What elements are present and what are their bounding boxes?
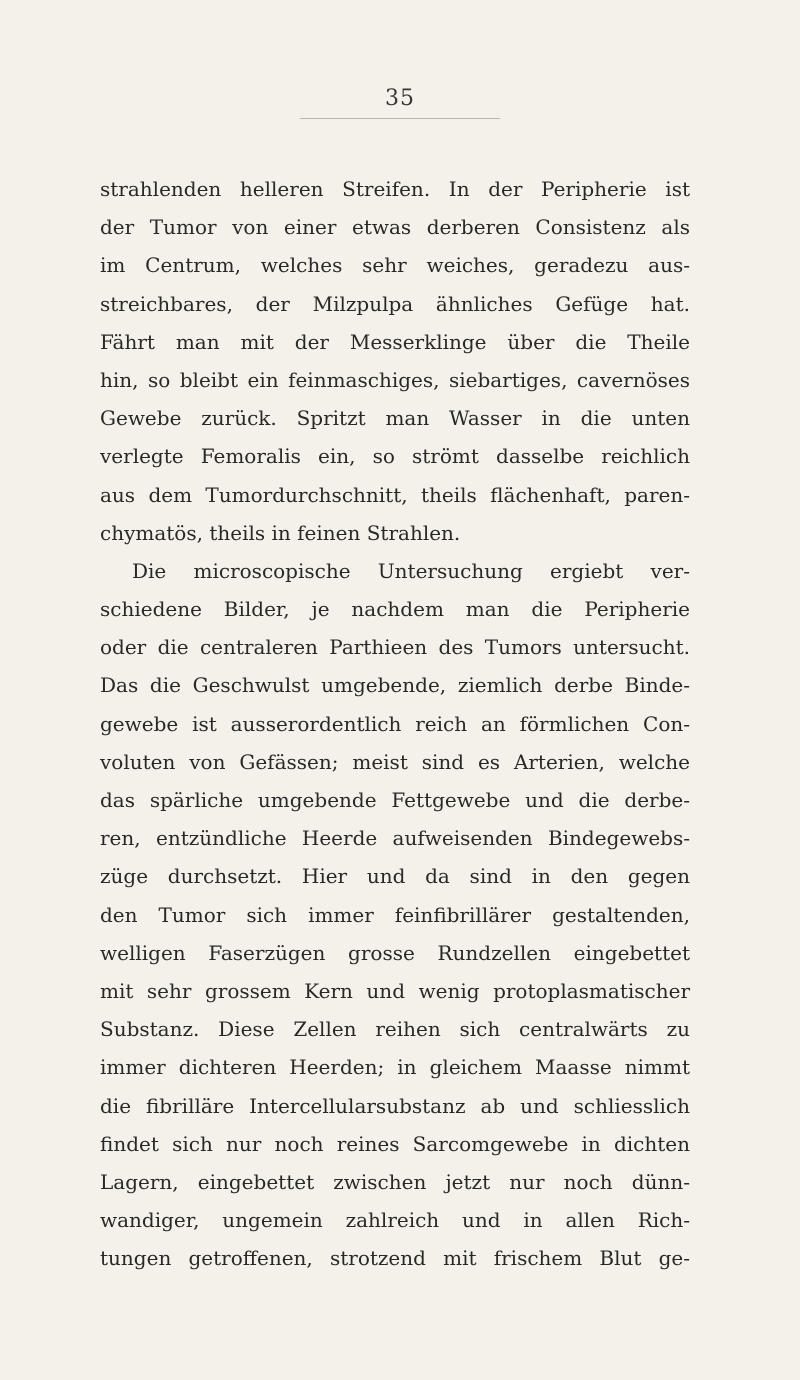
text-line: Lagern, eingebettet zwischen jetzt nur noch dünn- — [100, 1169, 690, 1194]
text-line: ren, entzündliche Heerde aufweisenden Bindegewebs- — [100, 826, 690, 851]
text-line: immer dichteren Heerden; in gleichem Maasse nimmt — [100, 1055, 690, 1080]
text-line: tungen getroffenen, strotzend mit frischem Blut ge- — [100, 1246, 690, 1271]
text-line: aus dem Tumordurchschnitt, theils flächenhaft, paren- — [100, 482, 690, 507]
paragraph-start-line: Die microscopische Untersuchung ergiebt ver- — [132, 558, 690, 583]
text-line: Gewebe zurück. Spritzt man Wasser in die unten — [100, 406, 690, 431]
text-line: im Centrum, welches sehr weiches, geradezu aus- — [100, 253, 690, 278]
text-line: oder die centraleren Parthieen des Tumors untersucht. — [100, 635, 690, 660]
text-line: strahlenden helleren Streifen. In der Peripherie ist — [100, 177, 690, 201]
text-line: Substanz. Diese Zellen reihen sich centralwärts zu — [100, 1017, 690, 1042]
text-line: streichbares, der Milzpulpa ähnliches Gefüge hat. — [100, 291, 690, 316]
text-line: Das die Geschwulst umgebende, ziemlich derbe Binde- — [100, 673, 690, 698]
text-line: findet sich nur noch reines Sarcomgewebe in dichten — [100, 1131, 690, 1156]
page-number: 35 — [385, 86, 415, 111]
text-line: Fährt man mit der Messerklinge über die Theile — [100, 329, 690, 354]
text-line: hin, so bleibt ein feinmaschiges, siebartiges, cavernöses — [100, 367, 690, 392]
text-line: der Tumor von einer etwas derberen Consistenz als — [100, 215, 690, 240]
text-line: mit sehr grossem Kern und wenig protoplasmatischer — [100, 978, 690, 1003]
text-line: züge durchsetzt. Hier und da sind in den gegen — [100, 864, 690, 889]
text-line: den Tumor sich immer feinfibrillärer gestaltenden, — [100, 902, 690, 927]
text-line: die fibrilläre Intercellularsubstanz ab und schliesslich — [100, 1093, 690, 1118]
text-line: wandiger, ungemein zahlreich und in allen Rich- — [100, 1208, 690, 1233]
text-line: gewebe ist ausserordentlich reich an förmlichen Con- — [100, 711, 690, 736]
body-text — [100, 170, 690, 1277]
text-line: das spärliche umgebende Fettgewebe und die derbe- — [100, 788, 690, 812]
text-line: verlegte Femoralis ein, so strömt dasselbe reichlich — [100, 444, 690, 469]
paragraph-end-line: chymatös, theils in feinen Strahlen. — [100, 520, 461, 545]
text-line: schiedene Bilder, je nachdem man die Peripherie — [100, 597, 690, 622]
header-rule — [300, 118, 500, 119]
text-line: voluten von Gefässen; meist sind es Arterien, welche — [100, 749, 690, 774]
text-line: welligen Faserzügen grosse Rundzellen eingebettet — [100, 940, 690, 965]
